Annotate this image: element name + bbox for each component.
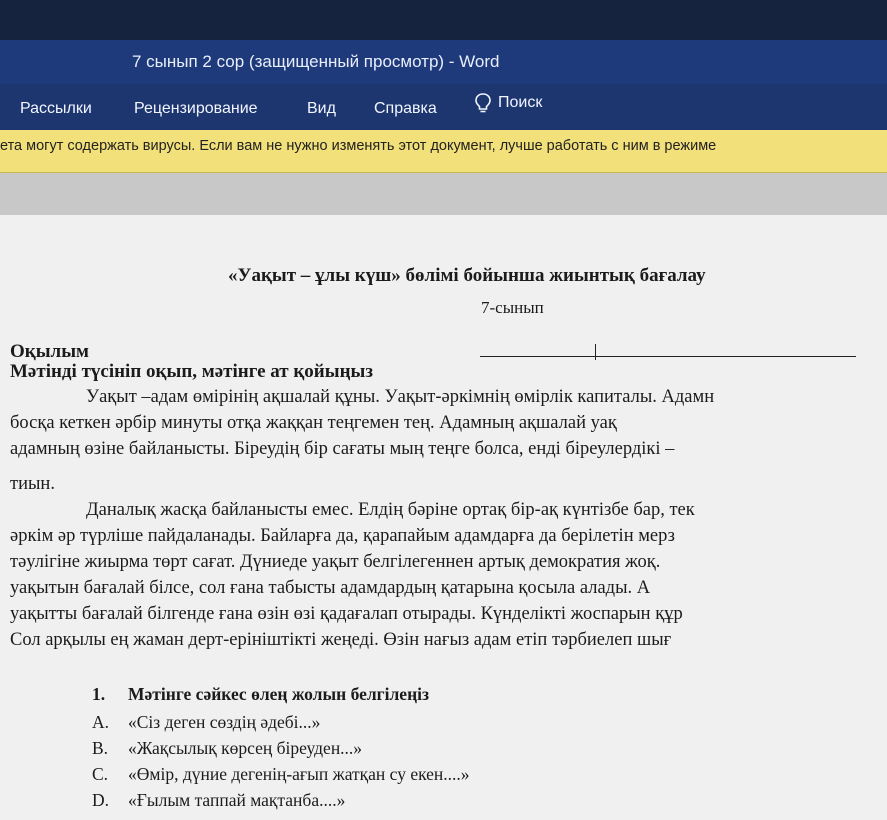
- document-title: «Уақыт – ұлы күш» бөлімі бойынша жиынтық бағалау: [228, 265, 706, 286]
- option-letter: B.: [92, 738, 109, 758]
- paragraph2-line: тәулігіне жиырма төрт сағат. Дүниеде уақыт белгілегеннен артық демократия жоқ.: [10, 552, 661, 572]
- option-letter: D.: [92, 790, 110, 810]
- lightbulb-icon: [474, 92, 492, 114]
- ruler-area: [0, 173, 887, 215]
- paragraph1-line: адамның өзіне байланысты. Біреудің бір сағаты мың теңге болса, енді біреулердікі –: [10, 439, 675, 459]
- question-text: Мәтінге сәйкес өлең жолын белгілеңіз: [128, 684, 430, 704]
- paragraph1-line: тиын.: [10, 474, 55, 494]
- option-letter: C.: [92, 764, 109, 784]
- paragraph2-line: уақытын бағалай білсе, сол ғана табысты адамдардың қатарына қосыла алады. А: [10, 578, 651, 598]
- window-title: 7 сынып 2 сор (защищенный просмотр) - Word: [132, 52, 500, 71]
- screen-top-bezel: [0, 0, 887, 40]
- paragraph2-line: уақытты бағалай білгенде ғана өзін өзі қадағалап отырады. Күнделікті жоспарын құр: [10, 604, 683, 624]
- option-text: «Жақсылық көрсең біреуден...»: [128, 738, 363, 758]
- search-label: Поиск: [498, 94, 543, 111]
- search-box[interactable]: [474, 92, 542, 114]
- paragraph1-line: Уақыт –адам өмірінің ақшалай құны. Уақыт-әркімнің өмірлік капиталы. Адамн: [86, 387, 715, 407]
- option-text: «Сіз деген сөздің әдебі...»: [128, 712, 321, 732]
- task-instruction: Мәтінді түсініп оқып, мәтінге ат қойыңыз: [10, 361, 373, 382]
- paragraph2-line: Сол арқылы ең жаман дерт-ерініштікті жеңеді. Өзін нағыз адам етіп тәрбиелеп шығ: [10, 630, 672, 650]
- title-answer-line[interactable]: [480, 356, 856, 357]
- protected-view-message: ета могут содержать вирусы. Если вам не нужно изменять этот документ, лучше работать с ним в режиме: [0, 138, 717, 154]
- paragraph2-line: әркім әр түрліше пайдаланады. Байларға да, қарапайым адамдарға да берілетін мерз: [10, 526, 675, 546]
- tab-help[interactable]: Справка: [374, 100, 437, 117]
- document-subtitle: 7-сынып: [481, 298, 544, 317]
- option-text: «Өмір, дүние дегенің-ағып жатқан су екен....»: [128, 764, 470, 784]
- tab-view[interactable]: Вид: [307, 100, 336, 117]
- paragraph1-line: босқа кеткен әрбір минуты отқа жаққан теңгемен тең. Адамның ақшалай уақ: [10, 413, 617, 433]
- text-cursor: [595, 344, 596, 360]
- option-text: «Ғылым таппай мақтанба....»: [128, 790, 346, 810]
- paragraph2-line: Даналық жасқа байланысты емес. Елдің бәріне ортақ бір-ақ күнтізбе бар, тек: [86, 500, 695, 520]
- question-number: 1.: [92, 684, 106, 704]
- section-heading: Оқылым: [10, 341, 89, 362]
- tab-mailings[interactable]: Рассылки: [20, 100, 92, 117]
- tab-review[interactable]: Рецензирование: [134, 100, 258, 117]
- option-letter: A.: [92, 712, 110, 732]
